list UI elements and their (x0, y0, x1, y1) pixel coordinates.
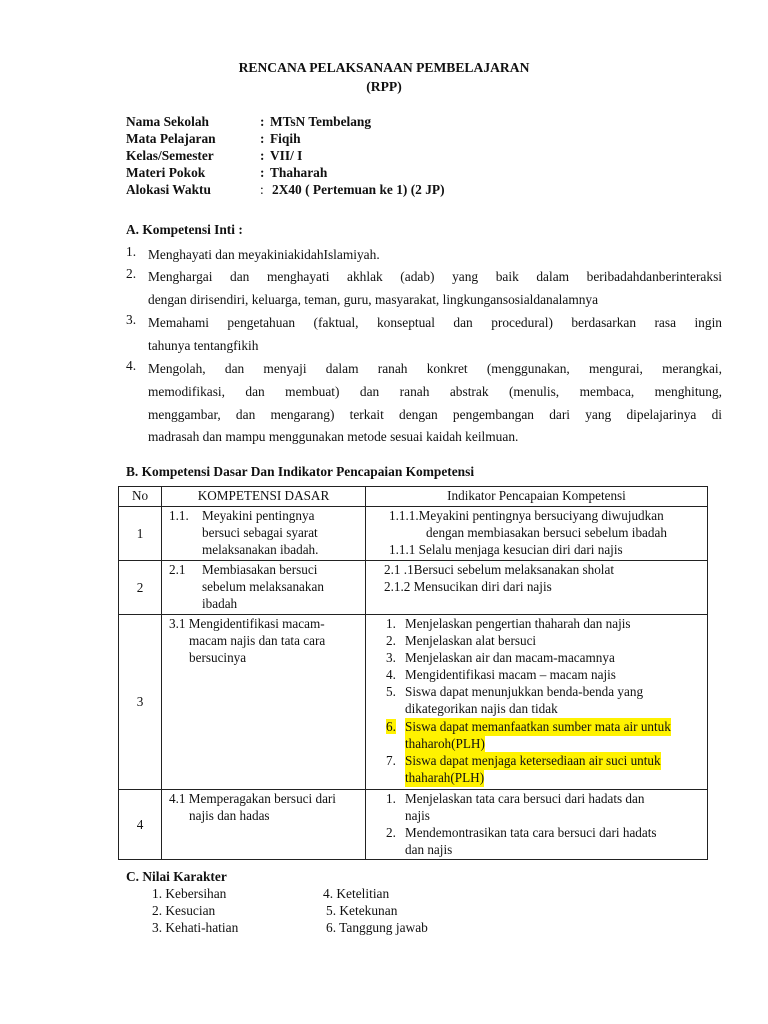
indicator-text: Mengidentifikasi macam – macam najis (405, 667, 616, 682)
kd-line: Membiasakan bersuci (202, 562, 318, 577)
list-item: 1. Kebersihan (152, 886, 227, 901)
info-value-school: MTsN Tembelang (270, 114, 372, 129)
kd-line: bersucinya (189, 650, 247, 665)
indicator-line: 2.1 .1Bersuci sebelum melaksanakan sholat (384, 562, 614, 577)
indicator-cell (366, 561, 708, 615)
list-item: 5. Ketekunan (326, 903, 398, 918)
table-row (119, 561, 708, 615)
section-a-heading: A. Kompetensi Inti : (126, 222, 243, 237)
indicator-line: 2.1.2 Mensucikan diri dari najis (384, 579, 552, 594)
info-colon: : (260, 114, 265, 129)
indicator-number: 2. (386, 633, 396, 648)
info-label-topic: Materi Pokok (126, 165, 206, 180)
info-value-class: VII/ I (270, 148, 303, 163)
info-label-time: Alokasi Waktu (126, 182, 211, 197)
kd-line: macam najis dan tata cara (189, 633, 326, 648)
indicator-list-item (386, 666, 616, 684)
kd-line: melaksanakan ibadah. (202, 542, 319, 557)
kd-cell (162, 615, 366, 790)
indicator-line: dengan membiasakan bersuci sebelum ibadah (426, 525, 667, 540)
indicator-text: Menjelaskan air dan macam-macamnya (405, 650, 615, 665)
indicator-number: 1. (386, 616, 396, 631)
indicator-list-item-highlighted (386, 718, 671, 751)
table-row (119, 615, 708, 790)
info-value-subject: Fiqih (270, 131, 301, 146)
section-b-heading: B. Kompetensi Dasar Dan Indikator Pencapaian Kompetensi (126, 464, 475, 479)
list-item: 6. Tanggung jawab (326, 920, 428, 935)
indicator-list-item (386, 632, 537, 650)
indicator-text: thaharah(PLH) (405, 770, 485, 785)
page-title: RENCANA PELAKSANAAN PEMBELAJARAN (238, 60, 530, 75)
list-item-text: Menghayati dan meyakiniakidahIslamiyah. (148, 247, 380, 262)
section-c-heading: C. Nilai Karakter (126, 869, 227, 884)
indicator-list-item (386, 790, 645, 823)
kd-line: sebelum melaksanakan (202, 579, 324, 594)
kd-line: 3.1 Mengidentifikasi macam- (169, 616, 325, 631)
list-item-text: menggambar, dan mengarang) terkait dengan pengembangan dari yang dipelajarinya di (148, 407, 722, 422)
info-colon: : (260, 182, 264, 197)
indicator-text: Siswa dapat menunjukkan benda-benda yang (405, 684, 644, 699)
kd-number: 1.1. (169, 508, 189, 523)
indicator-number: 2. (386, 825, 396, 840)
list-item: 4. Ketelitian (323, 886, 390, 901)
table-header-row (119, 487, 708, 507)
indicator-text: Siswa dapat memanfaatkan sumber mata air untuk (405, 719, 671, 734)
row-number: 4 (119, 790, 162, 860)
list-item-text: Mengolah, dan menyaji dalam ranah konkret (menggunakan, mengurai, merangkai, (148, 361, 722, 376)
kd-cell (162, 561, 366, 615)
kd-line: 4.1 Memperagakan bersuci dari (169, 791, 336, 806)
info-label-class: Kelas/Semester (126, 148, 214, 163)
table-row (119, 790, 708, 860)
indicator-text: Mendemontrasikan tata cara bersuci dari hadats (405, 825, 657, 840)
list-item-text: memodifikasi, dan membuat) dan ranah abstrak (menulis, membaca, menghitung, (148, 384, 722, 399)
kd-line: najis dan hadas (189, 808, 270, 823)
list-item: 3. Kehati-hatian (152, 920, 239, 935)
kd-line: ibadah (202, 596, 238, 611)
info-colon: : (260, 148, 265, 163)
info-value-topic: Thaharah (270, 165, 328, 180)
list-item-text: Memahami pengetahuan (faktual, konseptual dan procedural) berdasarkan rasa ingin (148, 315, 722, 330)
indicator-list-item (386, 824, 657, 857)
indicator-cell (366, 507, 708, 561)
kd-cell (162, 790, 366, 860)
kd-line: bersuci sebagai syarat (202, 525, 318, 540)
indicator-list-item (386, 649, 615, 667)
list-item-text: Menghargai dan menghayati akhlak (adab) yang baik dalam beribadahdanberinteraksi (148, 269, 722, 284)
indicator-list-item-highlighted (386, 752, 661, 785)
list-item-number: 1. (126, 244, 137, 259)
kd-line: Meyakini pentingnya (202, 508, 315, 523)
indicator-number: 7. (386, 753, 396, 768)
indicator-cell (366, 615, 708, 790)
indicator-cell (366, 790, 708, 860)
indicator-list-item (386, 683, 644, 716)
page-subtitle: (RPP) (366, 79, 402, 94)
indicator-line: 1.1.1 Selalu menjaga kesucian diri dari najis (389, 542, 623, 557)
indicator-number: 4. (386, 667, 396, 682)
competence-table (118, 486, 708, 860)
table-header-no: No (119, 487, 162, 507)
indicator-number: 6. (386, 719, 396, 734)
list-item-text: tahunya tentangfikih (148, 338, 259, 353)
indicator-text: dikategorikan najis dan tidak (405, 701, 558, 716)
info-colon: : (260, 131, 265, 146)
list-item-number: 3. (126, 312, 137, 327)
list-item-number: 4. (126, 358, 137, 373)
row-number: 3 (119, 615, 162, 790)
info-label-school: Nama Sekolah (126, 114, 209, 129)
indicator-number: 5. (386, 684, 396, 699)
table-header-kd: KOMPETENSI DASAR (162, 487, 366, 507)
list-item-number: 2. (126, 266, 137, 281)
row-number: 2 (119, 561, 162, 615)
indicator-number: 1. (386, 791, 396, 806)
indicator-list-item (386, 615, 631, 633)
kd-cell (162, 507, 366, 561)
indicator-text: Menjelaskan tata cara bersuci dari hadats dan (405, 791, 645, 806)
indicator-text: Menjelaskan pengertian thaharah dan najis (405, 616, 631, 631)
indicator-text: najis (405, 808, 430, 823)
kd-number: 2.1 (169, 562, 186, 577)
indicator-text: thaharoh(PLH) (405, 736, 485, 751)
table-header-indicator: Indikator Pencapaian Kompetensi (366, 487, 708, 507)
indicator-text: Menjelaskan alat bersuci (405, 633, 537, 648)
indicator-text: dan najis (405, 842, 453, 857)
table-row (119, 507, 708, 561)
indicator-text: Siswa dapat menjaga ketersediaan air suci untuk (405, 753, 661, 768)
info-colon: : (260, 165, 265, 180)
row-number: 1 (119, 507, 162, 561)
info-value-time: 2X40 ( Pertemuan ke 1) (2 JP) (272, 182, 445, 197)
indicator-number: 3. (386, 650, 396, 665)
info-label-subject: Mata Pelajaran (126, 131, 216, 146)
list-item: 2. Kesucian (152, 903, 216, 918)
indicator-line: 1.1.1.Meyakini pentingnya bersuciyang diwujudkan (389, 508, 664, 523)
list-item-text: madrasah dan mampu menggunakan metode sesuai kaidah keilmuan. (148, 429, 519, 444)
list-item-text: dengan dirisendiri, keluarga, teman, guru, masyarakat, lingkungansosialdanalamnya (148, 292, 599, 307)
